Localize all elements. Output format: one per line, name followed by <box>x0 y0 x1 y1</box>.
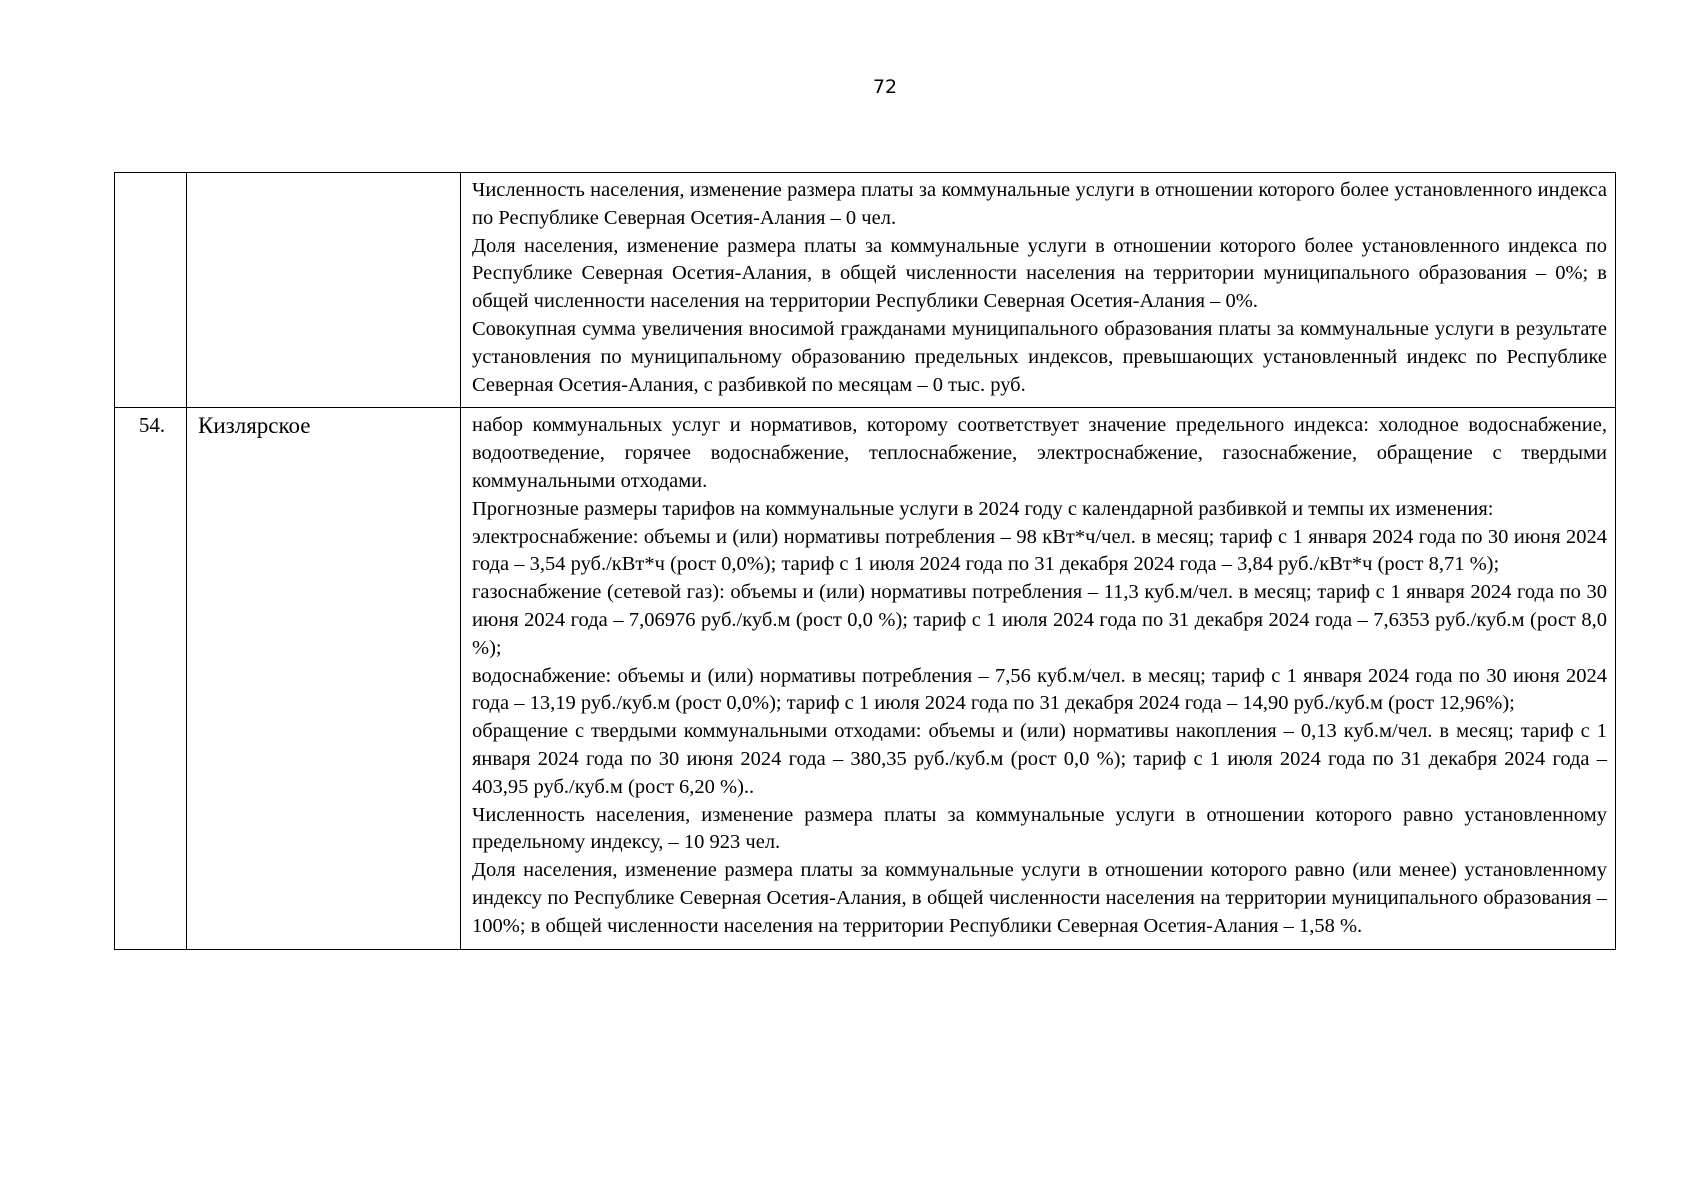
row-number-cell: 54. <box>115 408 187 949</box>
paragraph-gas: газоснабжение (сетевой газ): объемы и (или) нормативы потребления – 11,3 куб.м/чел. в месяц; тариф с 1 января 2024 года по 30 июня 2024 года – 7,06976 руб./куб.м (рост 0,0 %); тариф с 1 июля 2024 года по 31 декабря 2024 года – 7,6353 руб./куб.м (рост 8,0 %); <box>472 581 1607 659</box>
row-number-cell <box>115 173 187 408</box>
tariff-table <box>114 172 1616 950</box>
paragraph-forecast-intro: Прогнозные размеры тарифов на коммунальные услуги в 2024 году с календарной разбивкой и темпы их изменения: <box>472 497 1494 520</box>
paragraph-total-increase-sum: Совокупная сумма увеличения вносимой гражданами муниципального образования платы за коммунальные услуги в результате установления по муниципальному образованию предельных индексов, превышающих установленный индекс по Республике Северная Осетия-Алания, с разбивкой по месяцам – 0 тыс. руб. <box>472 317 1607 396</box>
page-number: 72 <box>872 76 898 98</box>
paragraph-service-set: набор коммунальных услуг и нормативов, которому соответствует значение предельного индекса: холодное водоснабжение, водоотведение, горячее водоснабжение, теплоснабжение, электроснабжение, газоснабжение, обращение с твердыми коммунальными отходами. <box>472 414 1607 492</box>
paragraph-waste: обращение с твердыми коммунальными отходами: объемы и (или) нормативы накопления – 0,13 куб.м/чел. в месяц; тариф с 1 января 2024 года по 30 июня 2024 года – 380,35 руб./куб.м (рост 0,0 %); тариф с 1 июля 2024 года по 31 декабря 2024 года – 403,95 руб./куб.м (рост 6,20 %).. <box>472 720 1607 798</box>
table-row-kizlyarskoe <box>115 408 1616 949</box>
paragraph-population-share-equal-index: Доля населения, изменение размера платы за коммунальные услуги в отношении которого равно (или менее) установленному индексу по Республике Северная Осетия-Алания, в общей численности населения на территории муниципального образования – 100%; в общей численности населения на территории Республики Северная Осетия-Алания – 1,58 %. <box>472 859 1607 937</box>
description-cell <box>461 408 1616 949</box>
paragraph-water: водоснабжение: объемы и (или) нормативы потребления – 7,56 куб.м/чел. в месяц; тариф с 1 января 2024 года по 30 июня 2024 года – 13,19 руб./куб.м (рост 0,0%); тариф с 1 июля 2024 года по 31 декабря 2024 года – 14,90 руб./куб.м (рост 12,96%); <box>472 664 1607 715</box>
paragraph-population-share-above-index: Доля населения, изменение размера платы за коммунальные услуги в отношении которого более установленного индекса по Республике Северная Осетия-Алания, в общей численности населения на территории муниципального образования – 0%; в общей численности населения на территории Республики Северная Осетия-Алания – 0%. <box>472 234 1607 313</box>
paragraph-population-above-index: Численность населения, изменение размера платы за коммунальные услуги в отношении которого более установленного индекса по Республике Северная Осетия-Алания – 0 чел. <box>472 179 1607 229</box>
municipality-name-cell <box>187 173 461 408</box>
paragraph-population-equal-index: Численность населения, изменение размера платы за коммунальные услуги в отношении которого равно установленному предельному индексу, – 10 923 чел. <box>472 803 1607 854</box>
paragraph-electricity: электроснабжение: объемы и (или) нормативы потребления – 98 кВт*ч/чел. в месяц; тариф с 1 января 2024 года по 30 июня 2024 года – 3,54 руб./кВт*ч (рост 0,0%); тариф с 1 июля 2024 года по 31 декабря 2024 года – 3,84 руб./кВт*ч (рост 8,71 %); <box>472 525 1607 576</box>
municipality-name-cell: Кизлярское <box>187 408 461 949</box>
table-row-continuation <box>115 173 1616 408</box>
description-cell <box>461 173 1616 408</box>
